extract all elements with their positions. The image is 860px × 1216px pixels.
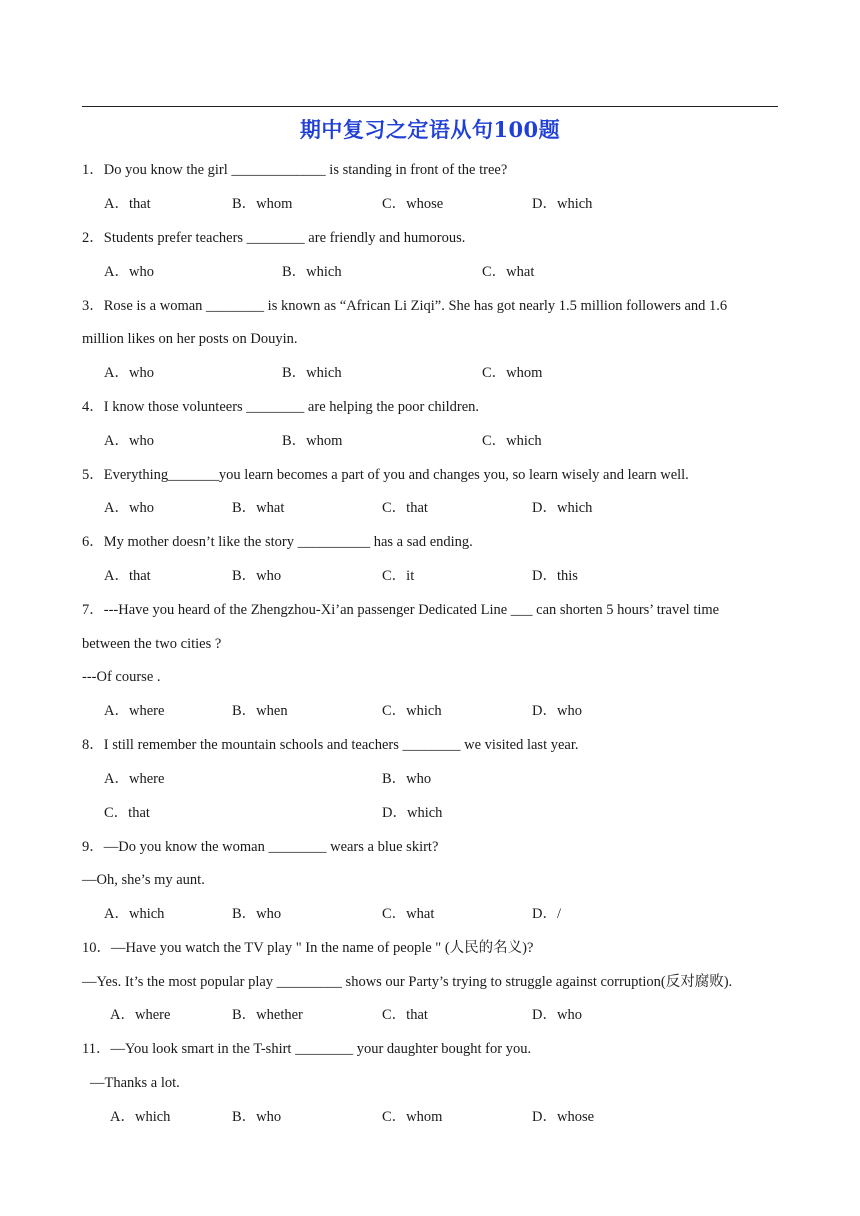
option-c: C．whose [382,196,444,212]
option-d: D．which [532,500,593,516]
question-text: 4．I know those volunteers ________ are helping the poor children. [82,399,480,415]
dialogue-reply: —Thanks a lot. [90,1075,180,1091]
option-c: C．which [382,703,442,719]
option-a: A．where [104,703,165,719]
option-a: A．who [104,365,154,381]
option-c: C．what [382,906,435,922]
option-d: D．/ [532,906,561,922]
option-c: C．what [482,264,535,280]
dialogue-reply: —Yes. It’s the most popular play _________ shows our Party’s trying to struggle against corruption(反对腐败). [82,974,733,990]
option-c: C．that [382,1007,428,1023]
option-c: C．it [382,568,415,584]
question-text: 9．—Do you know the woman ________ wears a blue skirt? [82,839,439,855]
option-b: B．whom [282,433,343,449]
option-b: B．who [382,771,432,787]
option-d: D．who [532,703,582,719]
option-b: B．who [232,906,282,922]
option-a: A．who [104,500,154,516]
option-b: B．whom [232,196,293,212]
question-text: 2．Students prefer teachers ________ are friendly and humorous. [82,230,466,246]
option-a: A．that [104,568,151,584]
option-b: B．which [282,264,342,280]
option-d: D．this [532,568,578,584]
dialogue-reply: ---Of course . [82,669,161,685]
header-rule [82,106,778,107]
option-a: A．which [104,906,165,922]
question-text: 6．My mother doesn’t like the story __________ has a sad ending. [82,534,473,550]
option-d: D．whose [532,1109,595,1125]
option-b: B．which [282,365,342,381]
option-a: A．who [104,433,154,449]
question-text: 3．Rose is a woman ________ is known as “African Li Ziqi”. She has got nearly 1.5 million followers and 1.6 [82,298,728,314]
option-d: D．which [532,196,593,212]
option-c: C．whom [482,365,543,381]
question-text: 11．—You look smart in the T-shirt ________ your daughter bought for you. [82,1041,532,1057]
option-c: C．which [482,433,542,449]
option-a: A．which [110,1109,171,1125]
question-text: 8．I still remember the mountain schools and teachers ________ we visited last year. [82,737,579,753]
question-text-continued: between the two cities ? [82,636,222,652]
question-text: 10．—Have you watch the TV play " In the name of people " (人民的名义)? [82,940,534,956]
question-text: 5．Everything_______you learn becomes a part of you and changes you, so learn wisely and learn well. [82,467,689,483]
question-text: 1．Do you know the girl _____________ is standing in front of the tree? [82,162,508,178]
option-a: A．where [110,1007,171,1023]
option-c: C．that [382,500,428,516]
option-c: C．that [104,805,150,821]
option-b: B．what [232,500,285,516]
option-c: C．whom [382,1109,443,1125]
option-a: A．who [104,264,154,280]
option-b: B．who [232,1109,282,1125]
option-a: A．that [104,196,151,212]
option-a: A．where [104,771,165,787]
question-text-continued: million likes on her posts on Douyin. [82,331,298,347]
option-b: B．when [232,703,288,719]
page-title: 期中复习之定语从句100题 [299,117,561,142]
option-b: B．whether [232,1007,303,1023]
option-d: D．who [532,1007,582,1023]
option-b: B．who [232,568,282,584]
option-d: D．which [382,805,443,821]
dialogue-reply: —Oh, she’s my aunt. [82,872,205,888]
question-text: 7．---Have you heard of the Zhengzhou-Xi’an passenger Dedicated Line ___ can shorten 5 hours’ travel time [82,602,720,618]
